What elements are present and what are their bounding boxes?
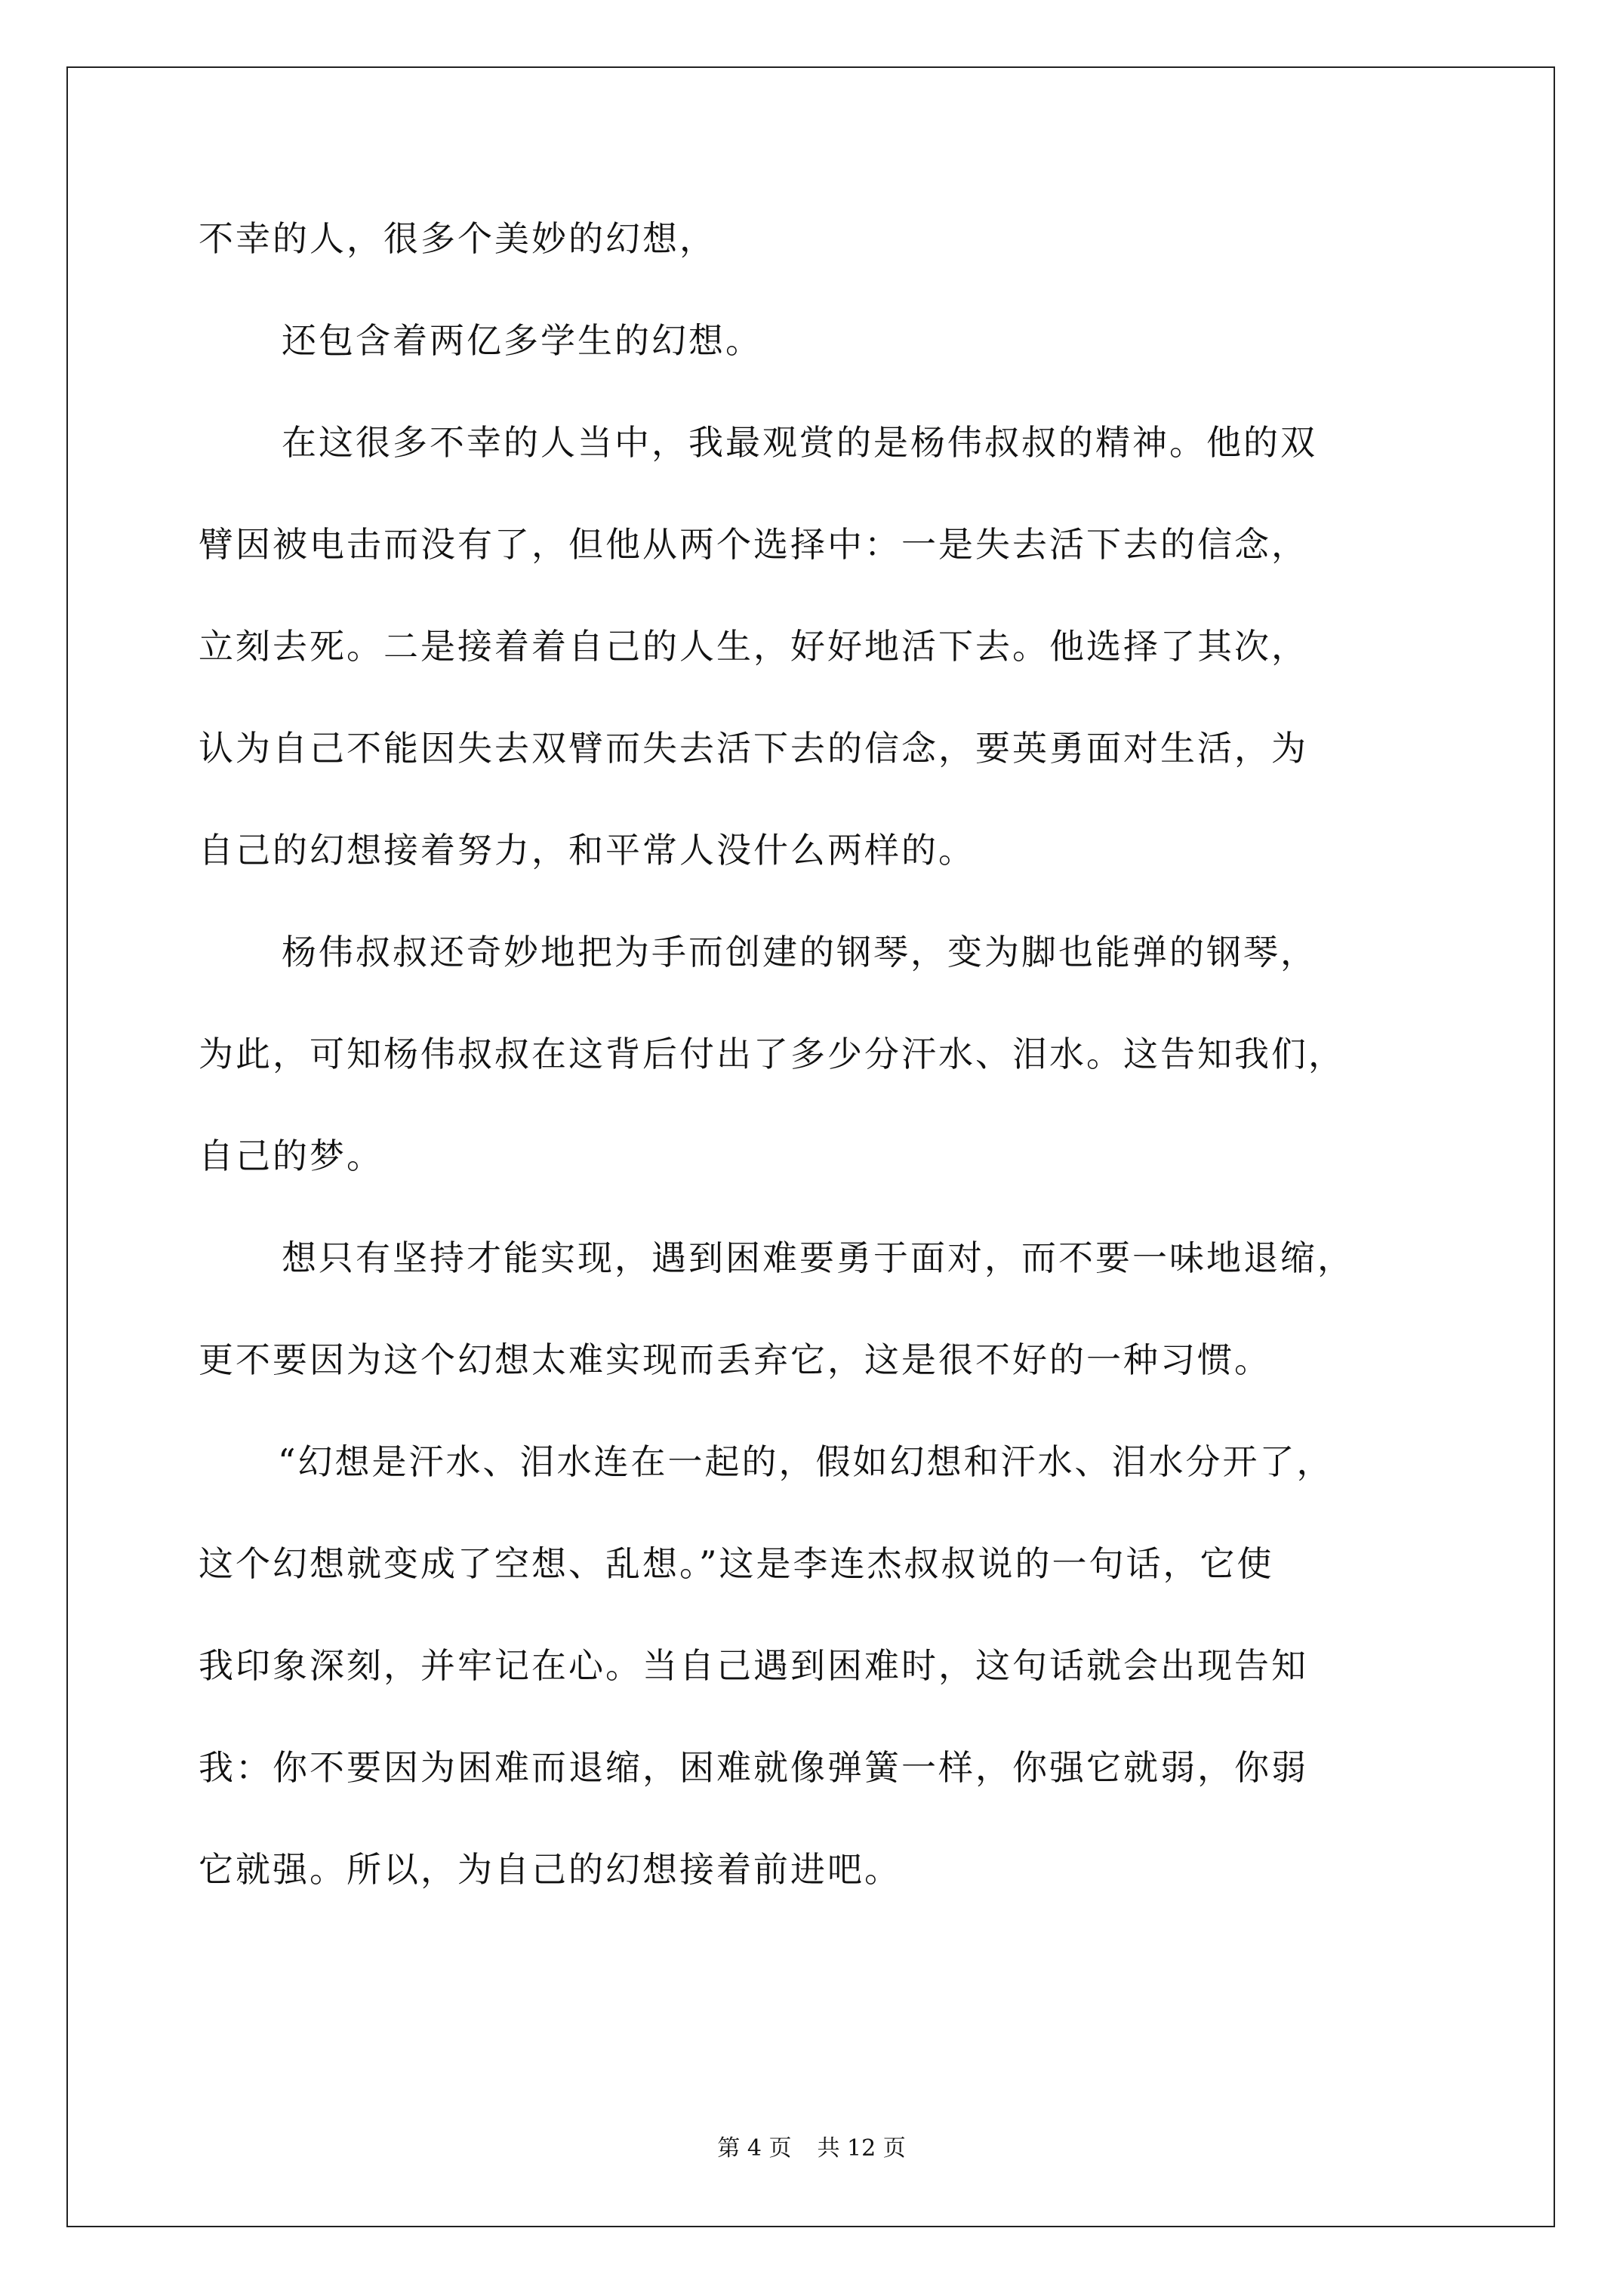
text-line: 立刻去死。二是接着着自己的人生，好好地活下去。他选择了其次， <box>199 626 1308 667</box>
page-total: 共 12 页 <box>817 2135 906 2162</box>
text-line: 还包含着两亿多学生的幻想。 <box>282 320 762 361</box>
text-line: 这个幻想就变成了空想、乱想。”这是李连杰叔叔说的一句话，它使 <box>199 1543 1274 1584</box>
text-line: 臂因被电击而没有了，但他从两个选择中：一是失去活下去的信念， <box>199 524 1308 565</box>
text-line: 认为自己不能因失去双臂而失去活下去的信念，要英勇面对生活，为 <box>199 728 1308 769</box>
text-line: 我印象深刻，并牢记在心。当自己遇到困难时，这句话就会出现告知 <box>199 1645 1308 1686</box>
text-line: 我：你不要因为困难而退缩，困难就像弹簧一样，你强它就弱，你弱 <box>199 1747 1308 1788</box>
text-line: 为此，可知杨伟叔叔在这背后付出了多少分汗水、泪水。这告知我们， <box>199 1034 1345 1074</box>
text-line: 它就强。所以，为自己的幻想接着前进吧。 <box>199 1849 901 1890</box>
text-line: 自己的梦。 <box>199 1136 383 1176</box>
text-line: 在这很多不幸的人当中，我最观赏的是杨伟叔叔的精神。他的双 <box>282 422 1317 463</box>
page-footer <box>0 2135 1623 2162</box>
text-line: 不幸的人，很多个美妙的幻想， <box>199 218 716 259</box>
document-body <box>199 219 1437 1952</box>
text-line: 杨伟叔叔还奇妙地把为手而创建的钢琴，变为脚也能弹的钢琴， <box>282 932 1317 972</box>
text-line: 想只有坚持才能实现，遇到困难要勇于面对，而不要一味地退缩， <box>282 1237 1354 1278</box>
text-line: 自己的幻想接着努力，和平常人没什么两样的。 <box>199 830 975 871</box>
text-line: 更不要因为这个幻想太难实现而丢弃它，这是很不好的一种习惯。 <box>199 1339 1271 1380</box>
page-number: 第 4 页 <box>717 2135 792 2162</box>
text-line: “幻想是汗水、泪水连在一起的，假如幻想和汗水、泪水分开了， <box>278 1441 1334 1482</box>
